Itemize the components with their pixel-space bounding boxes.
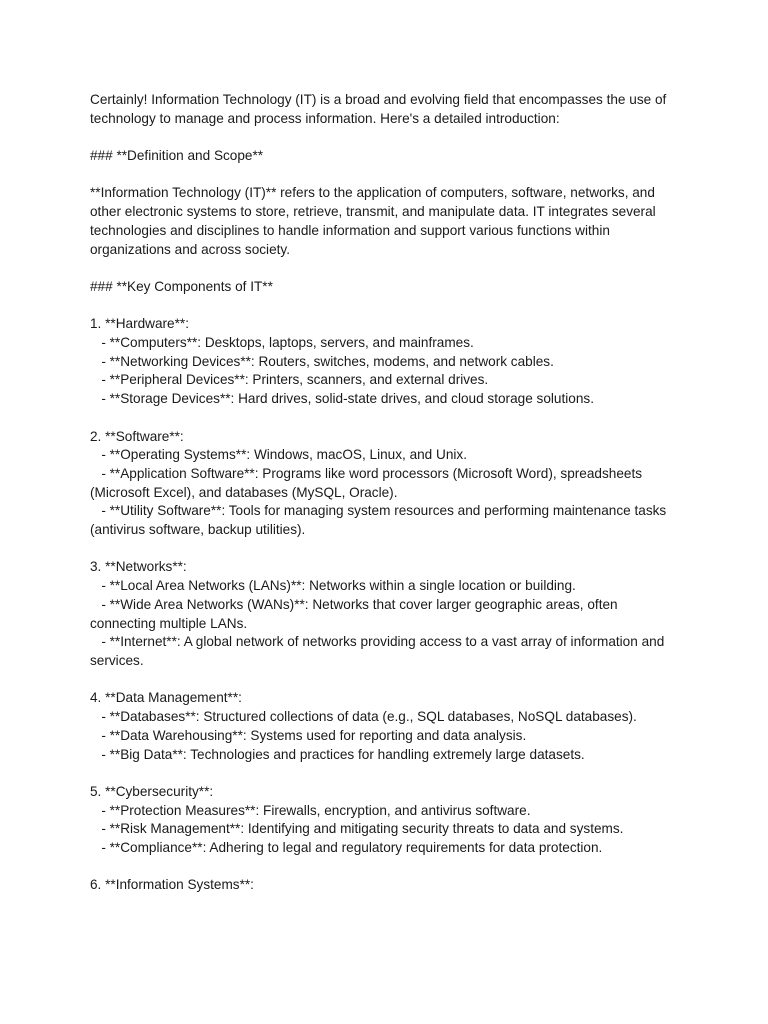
section-line: - **Storage Devices**: Hard drives, solid-state drives, and cloud storage solutions. — [90, 391, 594, 407]
section-information-systems — [90, 876, 690, 895]
section-cybersecurity — [90, 783, 690, 858]
definition-line: organizations and across society. — [90, 241, 290, 257]
section-title: 1. **Hardware**: — [90, 316, 189, 332]
definition-line: other electronic systems to store, retrieve, transmit, and manipulate data. IT integrates several — [90, 204, 656, 220]
section-line: services. — [90, 653, 144, 668]
section-title: 5. **Cybersecurity**: — [90, 783, 214, 799]
section-line: - **Local Area Networks (LANs)**: Networks within a single location or building. — [90, 578, 576, 594]
section-title: 3. **Networks**: — [90, 559, 187, 575]
definition-heading — [90, 147, 690, 166]
section-title: 2. **Software**: — [90, 428, 184, 444]
definition-paragraph — [90, 184, 690, 259]
section-line: connecting multiple LANs. — [90, 615, 248, 631]
section-line: - **Operating Systems**: Windows, macOS, Linux, and Unix. — [90, 447, 467, 463]
section-line: (antivirus software, backup utilities). — [90, 522, 306, 538]
section-line: - **Application Software**: Programs like word processors (Microsoft Word), spreadsheets — [90, 465, 643, 481]
document-page — [90, 91, 690, 895]
components-heading — [90, 278, 690, 297]
definition-line: technologies and disciplines to handle information and support various functions within — [90, 222, 610, 238]
intro-paragraph — [90, 91, 690, 128]
section-line: - **Data Warehousing**: Systems used for reporting and data analysis. — [90, 727, 527, 743]
section-title: 6. **Information Systems**: — [90, 877, 254, 893]
section-line: - **Peripheral Devices**: Printers, scanners, and external drives. — [90, 372, 489, 388]
section-line: - **Computers**: Desktops, laptops, servers, and mainframes. — [90, 335, 474, 351]
section-line: - **Databases**: Structured collections of data (e.g., SQL databases, NoSQL databases). — [90, 709, 637, 725]
section-line: - **Utility Software**: Tools for managing system resources and performing maintenance tasks — [90, 503, 667, 519]
definition-line: **Information Technology (IT)** refers to the application of computers, software, networks, and — [90, 185, 655, 201]
section-line: - **Big Data**: Technologies and practices for handling extremely large datasets. — [90, 746, 585, 762]
section-data-management — [90, 689, 690, 764]
section-line: - **Networking Devices**: Routers, switches, modems, and network cables. — [90, 353, 554, 369]
intro-line: Certainly! Information Technology (IT) is a broad and evolving field that encompasses the use of — [90, 92, 667, 107]
definition-heading-text: ### **Definition and Scope** — [90, 148, 264, 164]
intro-line: technology to manage and process information. Here's a detailed introduction: — [90, 110, 560, 126]
section-networks — [90, 558, 690, 670]
section-line: - **Internet**: A global network of networks providing access to a vast array of information and — [90, 634, 665, 650]
components-heading-text: ### **Key Components of IT** — [90, 278, 273, 294]
section-hardware — [90, 315, 690, 409]
section-line: - **Wide Area Networks (WANs)**: Networks that cover larger geographic areas, often — [90, 596, 618, 612]
section-line: - **Compliance**: Adhering to legal and regulatory requirements for data protection. — [90, 840, 603, 855]
section-line: (Microsoft Excel), and databases (MySQL, Oracle). — [90, 484, 398, 500]
section-line: - **Protection Measures**: Firewalls, encryption, and antivirus software. — [90, 802, 531, 818]
section-software — [90, 428, 690, 540]
section-title: 4. **Data Management**: — [90, 690, 242, 706]
section-line: - **Risk Management**: Identifying and mitigating security threats to data and systems. — [90, 821, 624, 837]
